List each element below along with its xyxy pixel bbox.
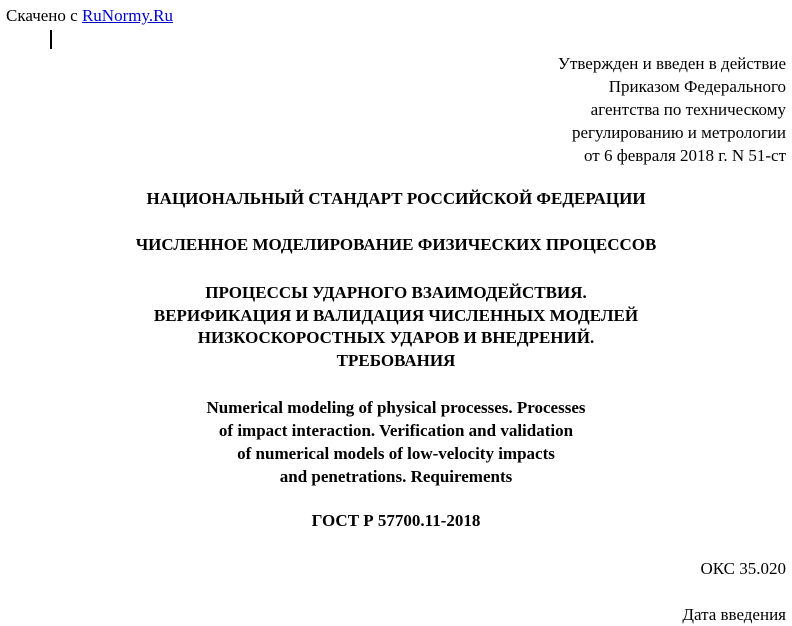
approval-block [558,52,786,167]
approval-line: Приказом Федерального [608,77,786,96]
standard-type-text: НАЦИОНАЛЬНЫЙ СТАНДАРТ РОССИЙСКОЙ ФЕДЕРАЦИИ [146,189,646,208]
standard-type-heading [0,188,792,211]
title-russian-line: НИЗКОСКОРОСТНЫХ УДАРОВ И ВНЕДРЕНИЙ. [197,328,595,347]
approval-line: регулированию и метрологии [571,123,786,142]
title-russian-line: ТРЕБОВАНИЯ [336,350,456,370]
source-line [6,6,173,26]
title-english [0,396,792,488]
oks-code: ОКС 35.020 [700,559,786,578]
text-cursor [50,30,52,49]
title-english-line: and penetrations. Requirements [279,467,513,486]
runormy-link[interactable]: RuNormy.Ru [81,6,173,25]
standard-series-text: ЧИСЛЕННОЕ МОДЕЛИРОВАНИЕ ФИЗИЧЕСКИХ ПРОЦЕССОВ [135,235,657,254]
standard-series-heading [0,234,792,257]
title-english-line: of numerical models of low-velocity impacts [237,444,555,463]
approval-line: агентства по техническому [590,100,786,119]
title-english-line: Numerical modeling of physical processes. Processes [206,398,586,417]
title-russian-line: ПРОЦЕССЫ УДАРНОГО ВЗАИМОДЕЙСТВИЯ. [205,283,587,302]
gost-number-text: ГОСТ Р 57700.11-2018 [311,511,481,530]
approval-line: Утвержден и введен в действие [557,54,786,73]
title-english-line: of impact interaction. Verification and validation [218,421,574,440]
intro-date-label: Дата введения [682,605,786,624]
gost-number-heading [0,510,792,533]
title-russian-line: ВЕРИФИКАЦИЯ И ВАЛИДАЦИЯ ЧИСЛЕННЫХ МОДЕЛЕЙ [153,305,639,325]
approval-line: от 6 февраля 2018 г. N 51-ст [583,146,786,165]
source-prefix: Скачено с [6,6,78,25]
title-russian [0,282,792,372]
